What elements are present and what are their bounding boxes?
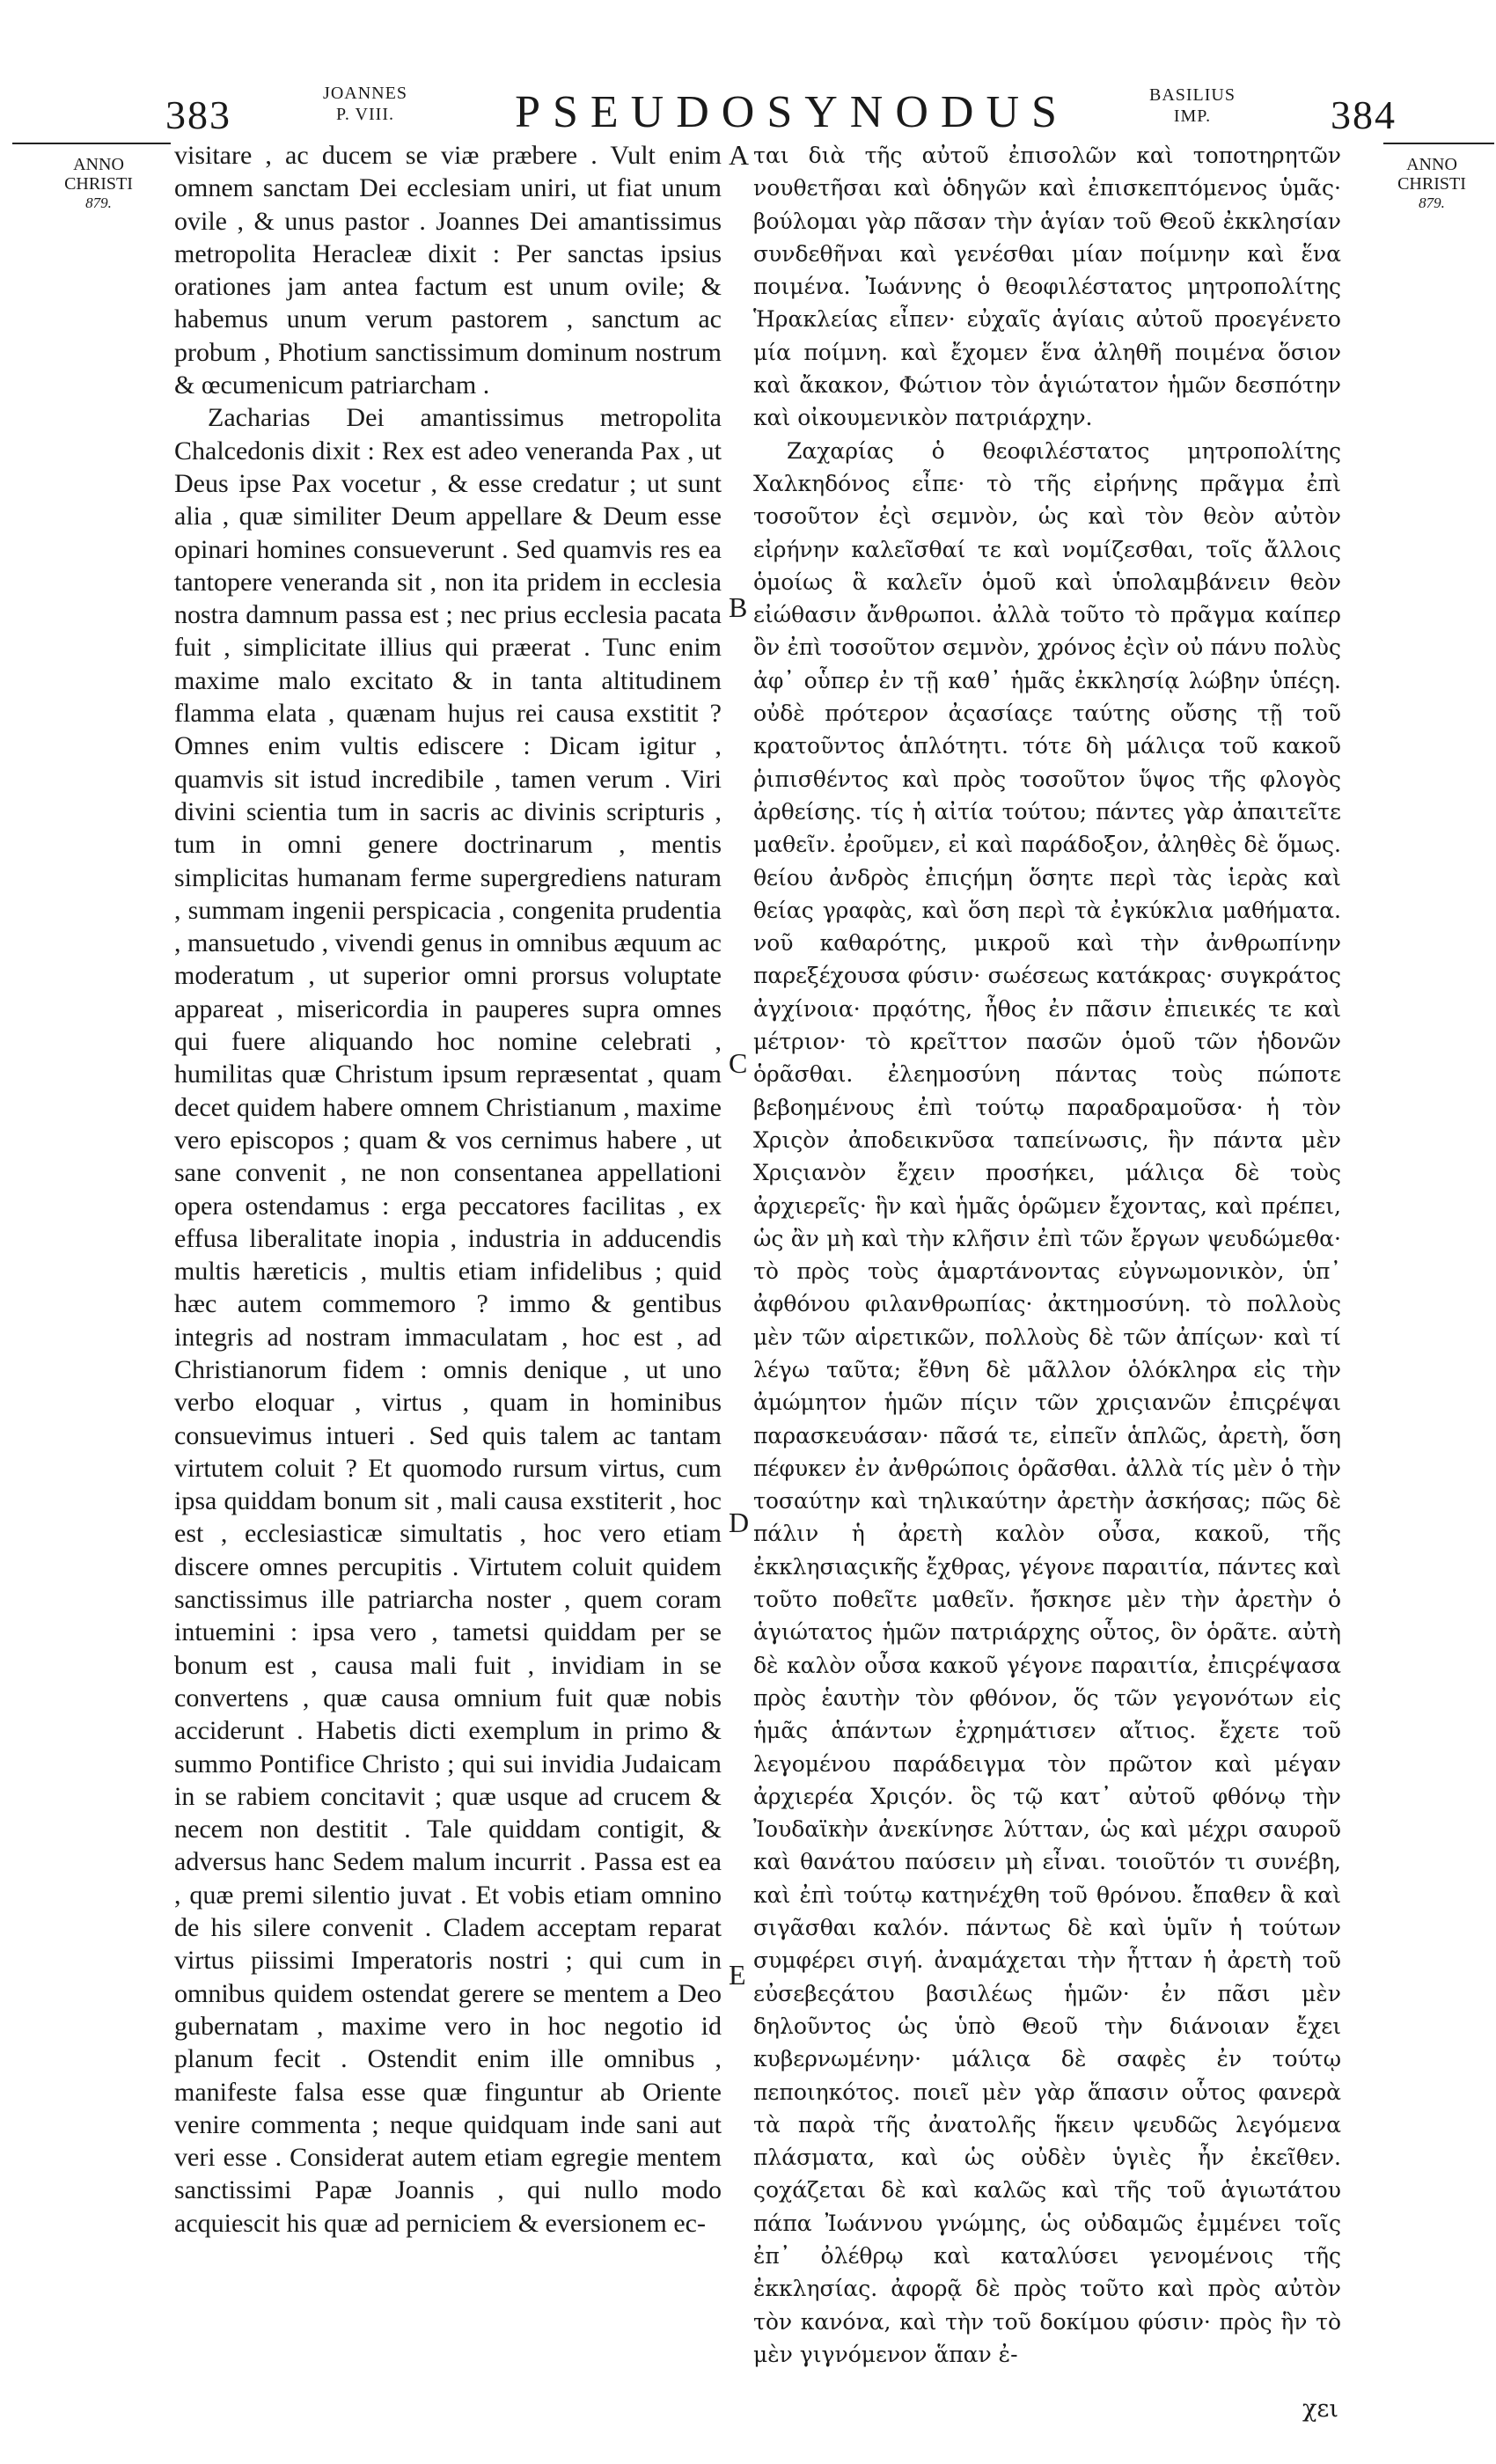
margin-note-left	[37, 155, 160, 213]
margin-note-left-year: 879.	[85, 194, 112, 211]
margin-note-left-anno: ANNO	[73, 155, 124, 174]
latin-column	[174, 139, 722, 2240]
margin-note-right-year: 879.	[1419, 194, 1445, 211]
greek-paragraph: Ζαχαρίας ὁ θεοφιλέστατος μητροπολίτης Χαλκηδόνος εἶπε· τὸ τῆς εἰρήνης πρᾶγμα ἐπὶ τοσοῦτον ἐςὶ σεμνὸν, ὡς καὶ τὸν θεὸν αὐτὸν εἰρήνην καλεῖσθαί τε καὶ νομίζεσθαι, τοῖς ἄλλοις ὁμοίως ἃ καλεῖν ὁμοῦ καὶ ὑπολαμβάνειν θεὸν εἰώθασιν ἄνθρωποι. ἀλλὰ τοῦτο τὸ πρᾶγμα καίπερ ὂν ἐπὶ τοσοῦτον σεμνὸν, χρόνος ἐςὶν οὐ πάνυ πολὺς ἀφ᾽ οὗπερ ἐν τῇ καθ᾽ ἡμᾶς ἐκκλησίᾳ λώβην ὑπέςη. οὐδὲ πρότερον ἀςασίαςε ταύτης οὔσης τῇ τοῦ κρατοῦντος ἁπλότητι. τότε δὴ μάλιςα τοῦ κακοῦ ῥιπισθέντος καὶ πρὸς τοσοῦτον ὕψος τῆς φλογὸς ἀρθείσης. τίς ἡ αἰτία τούτου; πάντες γὰρ ἀπαιτεῖτε μαθεῖν. ἐροῦμεν, εἰ καὶ παράδοξον, ἀληθὲς δὲ ὅμως. θείου ἀνδρὸς ἐπιςήμη ὅσητε περὶ τὰς ἱερὰς καὶ θείας γραφὰς, καὶ ὅση περὶ τὰ ἐγκύκλια μαθήματα. νοῦ καθαρότης, μικροῦ καὶ τὴν ἀνθρωπίνην παρεξέχουσα φύσιν· σωέσεως κατάκρας· συγκράτος ἀγχίνοια· πρᾳότης, ἦθος ἐν πᾶσιν ἐπιεικές τε καὶ μέτριον· τὸ κρεῖττον πασῶν ὁμοῦ τῶν ἡδονῶν ὁρᾶσθαι. ἐλεημοσύνη πάντας τοὺς πώποτε βεβοημένους ἐπὶ τούτῳ παραδραμοῦσα· ἡ τὸν Χριςὸν ἀποδεικνῦσα ταπείνωσις, ἣν πάντα μὲν Χριςιανὸν ἔχειν προσήκει, μάλιςα δὲ τοὺς ἀρχιερεῖς· ἣν καὶ ἡμᾶς ὁρῶμεν ἔχοντας, καὶ πρέπει, ὡς ἂν μὴ καὶ τὴν κλῆσιν ἐπὶ τῶν ἔργων ψευδώμεθα· τὸ πρὸς τοὺς ἁμαρτάνοντας εὐγνωμονικὸν, ὑπ᾽ ἀφθόνου φιλανθρωπίας· ἀκτημοσύνη. τὸ πολλοὺς μὲν τῶν αἱρετικῶν, πολλοὺς δὲ τῶν ἀπίςων· καὶ τί λέγω ταῦτα; ἔθνη δὲ μᾶλλον ὁλόκληρα εἰς τὴν ἀμώμητον ἡμῶν πίςιν τῶν χριςιανῶν ἐπιςρέψαι παρασκευάσαν· πᾶσά τε, εἰπεῖν ἁπλῶς, ἀρετὴ, ὅση πέφυκεν ἐν ἀνθρώποις ὁρᾶσθαι. ἀλλὰ τίς μὲν ὁ τὴν τοσαύτην καὶ τηλικαύτην ἀρετὴν ἀσκήσας; πῶς δὲ πάλιν ἡ ἀρετὴ καλὸν οὖσα, κακοῦ, τῆς ἐκκλησιαςικῆς ἔχθρας, γέγονε παραιτία, πάντες καὶ τοῦτο ποθεῖτε μαθεῖν. ἤσκησε μὲν τὴν ἀρετὴν ὁ ἁγιώτατος ἡμῶν πατριάρχης οὗτος, ὃν ὁρᾶτε. αὐτὴ δὲ καλὸν οὖσα κακοῦ γέγονε παραιτία, ἐπιςρέψασα πρὸς ἑαυτὴν τὸν φθόνον, ὅς τῶν γεγονότων εἰς ἡμᾶς ἁπάντων ἐχρημάτισεν αἴτιος. ἔχετε τοῦ λεγομένου παράδειγμα τὸν πρῶτον καὶ μέγαν ἀρχιερέα Χριςόν. ὃς τῷ κατ᾽ αὐτοῦ φθόνῳ τὴν Ἰουδαϊκὴν ἀνεκίνησε λύτταν, ὡς καὶ μέχρι σαυροῦ καὶ θανάτου παύσειν μὴ εἶναι. τοιοῦτόν τι συνέβη, καὶ ἐπὶ τούτῳ κατηνέχθη τοῦ θρόνου. ἔπαθεν ἃ καὶ σιγᾶσθαι καλόν. πάντως δὲ καὶ ὑμῖν ἡ τούτων συμφέρει σιγή. ἀναμάχεται τὴν ἧτταν ἡ ἀρετὴ τοῦ εὐσεβεςάτου βασιλέως ἡμῶν· ἐν πᾶσι μὲν δηλοῦντος ὡς ὑπὸ Θεοῦ τὴν διάνοιαν ἔχει κυβερνωμένην· μάλιςα δὲ σαφὲς ἐν τούτῳ πεποιηκότος. ποιεῖ μὲν γὰρ ἅπασιν οὗτος φανερὰ τὰ παρὰ τῆς ἀνατολῆς ἥκειν ψευδῶς λεγόμενα πλάσματα, καὶ ὡς οὐδὲν ὑγιὲς ἦν ἐκεῖθεν. ςοχάζεται δὲ καὶ καλῶς καὶ τῆς τοῦ ἁγιωτάτου πάπα Ἰωάννου γνώμης, ὡς οὐδαμῶς ἐμμένει τοῖς ἐπ᾽ ὀλέθρῳ καὶ καταλύσει γενομένοις τῆς ἐκκλησίας. ἀφορᾷ δὲ πρὸς τοῦτο καὶ πρὸς αὐτὸν τὸν κανόνα, καὶ τὴν τοῦ δοκίμου φύσιν· πρὸς ἣν τὸ μὲν γιγνόμενον ἅπαν ἐ-	[753, 437, 1341, 2367]
margin-rule-left	[12, 143, 171, 144]
running-head-left	[299, 83, 431, 125]
page-number-left: 383	[165, 92, 231, 137]
running-head-right-line2: IMP.	[1173, 106, 1212, 126]
section-marker-c: C	[729, 1047, 748, 1079]
section-marker-b: B	[729, 591, 748, 623]
running-head-left-line2: P. VIII.	[336, 105, 394, 124]
margin-note-left-christi: CHRISTI	[64, 174, 133, 194]
greek-column	[753, 139, 1341, 2371]
latin-paragraph: visitare , ac ducem se viæ præbere . Vult enim omnem sanctam Dei ecclesiam uniri, ut fiat unum ovile , & unus pastor . Joannes Dei amantissimus metropolita Heracleæ dixit : Per sanctas ipsius orationes jam antea factum est unum ovile; & habemus unum verum pastorem , sanctum ac probum , Photium sanctissimum dominum nostrum & œcumenicum patriarcham .	[174, 141, 722, 400]
section-marker-d: D	[729, 1507, 750, 1538]
running-title: PSEUDOSYNODUS	[515, 87, 1069, 137]
running-head-right	[1135, 84, 1250, 127]
margin-note-right	[1375, 155, 1489, 213]
catchword: χει	[1302, 2395, 1338, 2423]
page-number-right: 384	[1331, 92, 1397, 137]
greek-paragraph: ται διὰ τῆς αὐτοῦ ἐπισολῶν καὶ τοποτηρητῶν νουθετῆσαι καὶ ὁδηγῶν καὶ ἐπισκεπτόμενος ὑμᾶς· βούλομαι γὰρ πᾶσαν τὴν ἁγίαν τοῦ Θεοῦ ἐκκλησίαν συνδεθῆναι καὶ γενέσθαι μίαν ποίμνην καὶ ἕνα ποιμένα. Ἰωάννης ὁ θεοφιλέστατος μητροπολίτης Ἡρακλείας εἶπεν· εὐχαῖς ἁγίαις αὐτοῦ προεγένετο μία ποίμνη. καὶ ἔχομεν ἕνα ἀληθῆ ποιμένα ὅσιον καὶ ἄκακον, Φώτιον τὸν ἁγιώτατον ἡμῶν δεσπότην καὶ οἰκουμενικὸν πατριάρχην.	[753, 143, 1341, 431]
margin-note-right-anno: ANNO	[1406, 155, 1457, 174]
section-marker-a: A	[729, 139, 750, 171]
section-marker-e: E	[729, 1959, 746, 1991]
margin-note-right-christi: CHRISTI	[1397, 174, 1466, 194]
latin-paragraph: Zacharias Dei amantissimus metropolita Chalcedonis dixit : Rex est adeo veneranda Pax , ut Deus ipse Pax vocetur , & esse credatur ; ut sunt alia , quæ similiter Deum appellare & Deum esse opinari homines consueverunt . Sed quamvis res ea tantopere veneranda sit , non ita pridem in ecclesia nostra damnum passa est ; nec prius ecclesia pacata fuit , simplicitate illius qui præerat . Tunc enim maxime malo excitato & in tanta altitudinem flamma elata , quænam hujus rei causa exstitit ? Omnes enim vultis ediscere : Dicam igitur , quamvis sit istud incredibile , tamen verum . Viri divini scientia tum in sacris ac divinis scripturis , tum in omni genere doctrinarum , mentis simplicitas humanam ferme supergrediens naturam , summam ingenii perspicacia , congenita prudentia , mansuetudo , vivendi genus in omnibus æquum ac moderatum , ut superior omni prorsus voluptate appareat , misericordia in pauperes supra omnes qui fuere aliquando hoc nomine celebrati , humilitas quæ Christum ipsum repræsentat , quam decet quidem habere omnem Christianum , maxime vero episcopos ; quam & vos cernimus habere , ut sane convenit , ne non consentanea appellationi opera ostendamus : erga peccatores facilitas , ex effusa liberalitate inopia , industria in adducendis multis hæreticis , multis etiam infidelibus ; quid hæc autem commemoro ? immo & gentibus integris ad nostram immaculatam , hoc est , ad Christianorum fidem : omnis denique , ut uno verbo eloquar , virtus , quam in hominibus consuevimus intueri . Sed quis talem ac tantam virtutem coluit ? Et quomodo rursum virtus, cum ipsa quiddam bonum sit , mali causa exstiterit , hoc est , ecclesiasticæ simultatis , hoc vero etiam discere omnes percupitis . Virtutem coluit quidem sanctissimus ille patriarcha noster , quem coram intuemini : ipsa vero , tametsi quiddam per se bonum est , causa mali fuit , invidiam in se convertens , quæ causa omnium fuit quæ nobis acciderunt . Habetis dicti exemplum in primo & summo Pontifice Christo ; qui sui invidia Judaicam in se rabiem concitavit ; quæ usque ad crucem & necem non destitit . Tale quiddam contigit, & adversus hanc Sedem malum incurrit . Passa est ea , quæ premi silentio juvat . Et vobis etiam omnino de his silere convenit . Cladem acceptam reparat virtus piissimi Imperatoris nostri ; qui cum in omnibus quidem ostendat gerere se mentem a Deo gubernatam , maxime vero in hoc negotio id planum fecit . Ostendit enim ille omnibus , manifeste falsa esse quæ finguntur ab Oriente venire commenta ; neque quidquam inde sani aut veri esse . Considerat autem etiam egregie mentem sanctissimi Papæ Joannis , qui nullo modo acquiescit his quæ ad perniciem & eversionem ec-	[174, 403, 722, 2238]
running-head-left-line1: JOANNES	[323, 84, 407, 103]
margin-rule-right	[1383, 143, 1494, 144]
running-head-right-line1: BASILIUS	[1148, 85, 1236, 105]
